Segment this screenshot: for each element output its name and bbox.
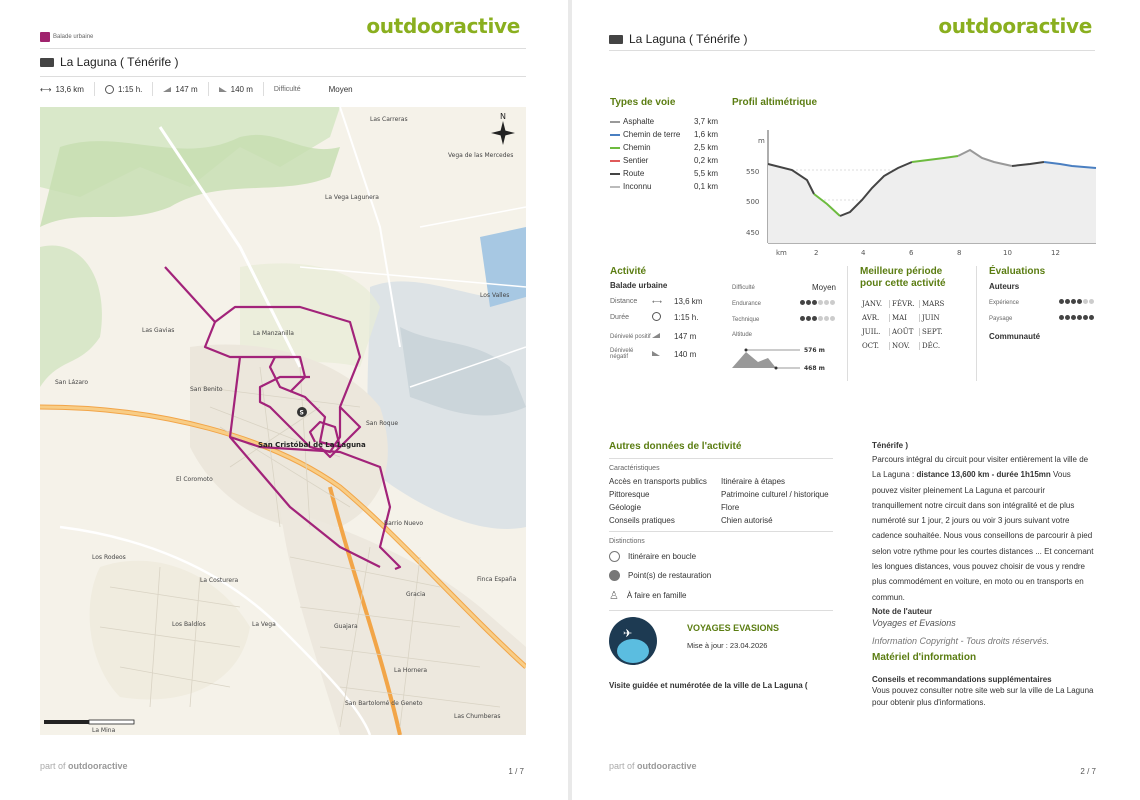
experience-row: Expérience (989, 299, 1095, 306)
stat-descent (219, 82, 264, 96)
endurance-row: Endurance (732, 300, 836, 307)
ratings-authors: Auteurs (989, 282, 1020, 291)
surface-type-row: Chemin 2,5 km (610, 141, 718, 154)
month-label: AVR. (860, 314, 890, 322)
divider (847, 266, 848, 381)
profile-title: Profil altimétrique (732, 97, 818, 108)
clock-icon (652, 312, 674, 323)
ascent-icon (163, 87, 171, 92)
rating-dot (818, 316, 823, 321)
altitude-label: Altitude (732, 332, 753, 338)
svg-text:4: 4 (861, 249, 866, 257)
duration-value: 1:15 h. (117, 84, 143, 94)
footer-brand: part of outdooractive (609, 761, 697, 771)
difficulty-label: Difficulté (273, 85, 301, 93)
svg-text:m: m (758, 137, 765, 145)
rating-dot (818, 300, 823, 305)
page-number: 1 / 7 (508, 767, 524, 776)
swatch (610, 186, 620, 188)
surface-type-row: Route 5,5 km (610, 167, 718, 180)
landscape-rating (1059, 315, 1095, 322)
distinction-loop: Itinéraire en boucle (609, 551, 833, 562)
svg-text:550: 550 (746, 168, 760, 176)
activity-distance: Distance ⟷ 13,6 km (610, 297, 703, 306)
tips-title: Conseils et recommandations supplémentaires (872, 674, 1052, 684)
hiking-icon (40, 32, 50, 42)
ratings-title: Évaluations (989, 266, 1046, 277)
surface-type-row: Chemin de terre 1,6 km (610, 128, 718, 141)
copyright: Information Copyright - Tous droits réservés. (872, 635, 1050, 646)
best-period-title: Meilleure période pour cette activité (860, 266, 946, 289)
svg-text:Los Rodeos: Los Rodeos (92, 554, 126, 561)
rating-dot (1077, 299, 1082, 304)
description-title-cont: Ténérife ) (872, 441, 909, 450)
month-label: MARS (922, 300, 945, 308)
difficulty-section (732, 283, 836, 377)
ascent-icon (652, 333, 674, 340)
category-tag (40, 32, 93, 42)
rating-dot (1059, 299, 1064, 304)
swatch (610, 147, 620, 149)
svg-text:S: S (299, 409, 304, 417)
author-note: Voyages et Evasions (872, 617, 956, 628)
divider (40, 48, 526, 49)
svg-text:La Vega: La Vega (252, 621, 276, 628)
month-label: FÉVR. (890, 300, 920, 308)
month-label: JUIL. (860, 328, 890, 336)
svg-text:500: 500 (746, 198, 760, 206)
month-label: DÉC. (922, 342, 941, 350)
characteristic-item: Itinéraire à étapes (721, 477, 786, 486)
description (872, 441, 1094, 709)
svg-text:Gracia: Gracia (406, 591, 426, 598)
svg-text:Las Carreras: Las Carreras (370, 116, 408, 123)
month-label: SEPT. (922, 328, 943, 336)
month-label: MAI (890, 314, 920, 322)
distance-icon: ⟷ (652, 298, 663, 306)
rating-dot (1065, 315, 1070, 320)
rating-dot (800, 300, 805, 305)
activity-section (610, 266, 718, 365)
svg-text:Los Valles: Los Valles (480, 292, 510, 299)
page-1 (0, 0, 568, 800)
month-label: AOÛT (890, 328, 920, 336)
svg-text:Las Chumberas: Las Chumberas (454, 713, 501, 720)
ratings-section (989, 266, 1095, 341)
activity-name: Balade urbaine (610, 281, 668, 290)
route-title-text: La Laguna ( Ténérife ) (60, 55, 179, 69)
rating-dot (806, 316, 811, 321)
divider (976, 266, 977, 381)
surface-type-row: Inconnu 0,1 km (610, 180, 718, 193)
svg-text:2: 2 (814, 249, 819, 257)
best-period (860, 266, 970, 350)
flag-icon (609, 35, 623, 44)
map-svg (40, 107, 526, 735)
rating-dot (1089, 315, 1094, 320)
svg-text:San Bartolomé de Geneto: San Bartolomé de Geneto (345, 700, 423, 707)
characteristics-label: Caractéristiques (609, 465, 660, 472)
svg-text:San Cristóbal de La Laguna: San Cristóbal de La Laguna (258, 441, 366, 449)
month-label: JANV. (860, 300, 890, 308)
stats-bar (40, 82, 520, 96)
svg-text:Finca España: Finca España (477, 576, 517, 583)
svg-text:San Roque: San Roque (366, 420, 399, 427)
experience-rating (1059, 299, 1095, 306)
rating-dot (824, 300, 829, 305)
characteristics-list (609, 477, 833, 525)
rating-dot (1083, 299, 1088, 304)
technique-row: Technique (732, 316, 836, 323)
rating-dot (830, 300, 835, 305)
svg-text:Barrio Nuevo: Barrio Nuevo (384, 520, 424, 527)
characteristic-item: Flore (721, 503, 740, 512)
other-data (609, 441, 833, 690)
stat-distance (40, 82, 95, 96)
technique-rating (800, 316, 836, 323)
rating-dot (1083, 315, 1088, 320)
svg-text:Las Gavias: Las Gavias (142, 327, 175, 334)
surface-type-row: Sentier 0,2 km (610, 154, 718, 167)
month-label: OCT. (860, 342, 890, 350)
svg-text:La Costurera: La Costurera (200, 577, 239, 584)
ratings-community: Communauté (989, 332, 1041, 341)
page-number: 2 / 7 (1080, 767, 1096, 776)
route-title (609, 32, 748, 46)
rating-dot (812, 300, 817, 305)
distinction-restaurant: Point(s) de restauration (609, 570, 833, 581)
other-data-title: Autres données de l'activité (609, 441, 742, 452)
rating-dot (800, 316, 805, 321)
description-title: Visite guidée et numérotée de la ville de La Laguna ( (609, 681, 808, 690)
tips-text: Vous pouvez consulter notre site web sur la ville de La Laguna pour obtenir plus d'informations. (872, 685, 1094, 707)
svg-text:km: km (776, 249, 787, 257)
stat-difficulty (274, 82, 363, 96)
descent-icon (219, 87, 227, 92)
flag-icon (40, 58, 54, 67)
rating-dot (1065, 299, 1070, 304)
svg-text:468 m: 468 m (804, 365, 825, 372)
month-label: JUIN (922, 314, 940, 322)
svg-text:N: N (500, 112, 506, 121)
material-title: Matériel d'information (872, 651, 977, 663)
brand-logo: outdooractive (938, 14, 1092, 38)
svg-text:6: 6 (909, 249, 914, 257)
rating-dot (1071, 315, 1076, 320)
swatch (610, 160, 620, 162)
stat-ascent (163, 82, 208, 96)
endurance-rating (800, 300, 836, 307)
loop-icon (609, 551, 620, 562)
surface-types (610, 97, 718, 193)
activity-duration: Durée 1:15 h. (610, 313, 699, 322)
clock-icon (105, 85, 114, 94)
characteristic-item: Accès en transports publics (609, 477, 707, 486)
stat-duration (105, 82, 153, 96)
svg-text:La Mina: La Mina (92, 727, 116, 734)
page-2 (572, 0, 1140, 800)
rating-dot (812, 316, 817, 321)
activity-title: Activité (610, 266, 647, 277)
rating-dot (1077, 315, 1082, 320)
route-map[interactable] (40, 107, 526, 735)
rating-dot (1071, 299, 1076, 304)
surface-type-row: Asphalte 3,7 km (610, 115, 718, 128)
difficulty-value: Moyen (328, 84, 353, 94)
svg-text:Los Baldíos: Los Baldíos (172, 621, 206, 628)
svg-text:La Vega Lagunera: La Vega Lagunera (325, 194, 379, 201)
svg-text:San Lázaro: San Lázaro (55, 379, 89, 386)
distinctions-label: Distinctions (609, 538, 645, 545)
svg-text:12: 12 (1051, 249, 1060, 257)
author-name[interactable]: VOYAGES EVASIONS (687, 623, 780, 633)
updated-date: Mise à jour : 23.04.2026 (687, 641, 768, 650)
activity-ascent: Dénivelé positif 147 m (610, 332, 697, 341)
scale-bar (44, 720, 89, 724)
characteristic-item: Chien autorisé (721, 516, 773, 525)
svg-text:Vega de las Mercedes: Vega de las Mercedes (448, 152, 514, 159)
swatch (610, 173, 620, 175)
swatch (610, 134, 620, 136)
svg-text:El Coromoto: El Coromoto (176, 476, 213, 483)
restaurant-icon (609, 570, 620, 581)
months-grid (860, 300, 970, 350)
route-title (40, 55, 179, 69)
characteristic-item: Pittoresque (609, 490, 650, 499)
surface-types-list (610, 115, 718, 193)
svg-text:Guajara: Guajara (334, 623, 358, 630)
category-label: Balade urbaine (53, 34, 94, 40)
elevation-profile (732, 97, 817, 108)
activity-descent: Dénivelé négatif 140 m (610, 348, 697, 360)
surface-types-title: Types de voie (610, 97, 676, 108)
svg-text:San Benito: San Benito (190, 386, 223, 393)
divider (609, 50, 1095, 51)
descent-value: 140 m (230, 84, 253, 94)
ascent-value: 147 m (175, 84, 198, 94)
description-text: Parcours intégral du circuit pour visiter entièrement la ville de La Laguna : distance 13,600 km - durée 1h15mn Vous pouvez visiter pleinement La Laguna et parcourir tranquillement notre circuit dans son intégralité et de plus numéroté sur 1 jour, 2 jours ou voir 3 jours suivant votre cadence souhaitée. Nous vous conseillons de parcourir à pied selon votre rythme pour les courtes distances ... Et concernant les longues distances, vous pouvez choisir de vous y rendre plus commodément en voiture, en moto ou en transports en commun. (872, 455, 1094, 602)
rating-dot (806, 300, 811, 305)
svg-text:10: 10 (1003, 249, 1012, 257)
difficulty-row: Difficulté Moyen (732, 283, 836, 292)
divider (40, 76, 526, 77)
distance-icon: ⟷ (40, 84, 52, 94)
route-title-text: La Laguna ( Ténérife ) (629, 32, 748, 46)
characteristic-item: Patrimoine culturel / historique (721, 490, 829, 499)
descent-icon (652, 351, 674, 358)
svg-text:8: 8 (957, 249, 962, 257)
svg-text:576 m: 576 m (804, 347, 825, 354)
svg-text:La Manzanilla: La Manzanilla (253, 330, 294, 337)
characteristic-item: Conseils pratiques (609, 516, 675, 525)
rating-dot (824, 316, 829, 321)
profile-chart (732, 112, 1102, 262)
rating-dot (1059, 315, 1064, 320)
brand-logo: outdooractive (366, 14, 520, 38)
rating-dot (830, 316, 835, 321)
swatch (610, 121, 620, 123)
characteristic-item: Géologie (609, 503, 642, 512)
distance-value: 13,6 km (55, 84, 84, 94)
month-label: NOV. (890, 342, 920, 350)
footer-brand: part of outdooractive (40, 761, 128, 771)
plane-icon: ✈ (623, 628, 633, 640)
author-block (609, 617, 833, 665)
svg-text:La Hornera: La Hornera (394, 667, 428, 674)
author-note-title: Note de l'auteur (872, 606, 933, 616)
author-avatar[interactable] (609, 617, 657, 665)
distinction-family: ♙ À faire en famille (609, 590, 687, 602)
svg-text:450: 450 (746, 229, 760, 237)
rating-dot (1089, 299, 1094, 304)
landscape-row: Paysage (989, 315, 1095, 322)
family-icon: ♙ (609, 590, 619, 602)
altitude-chart (732, 342, 836, 372)
